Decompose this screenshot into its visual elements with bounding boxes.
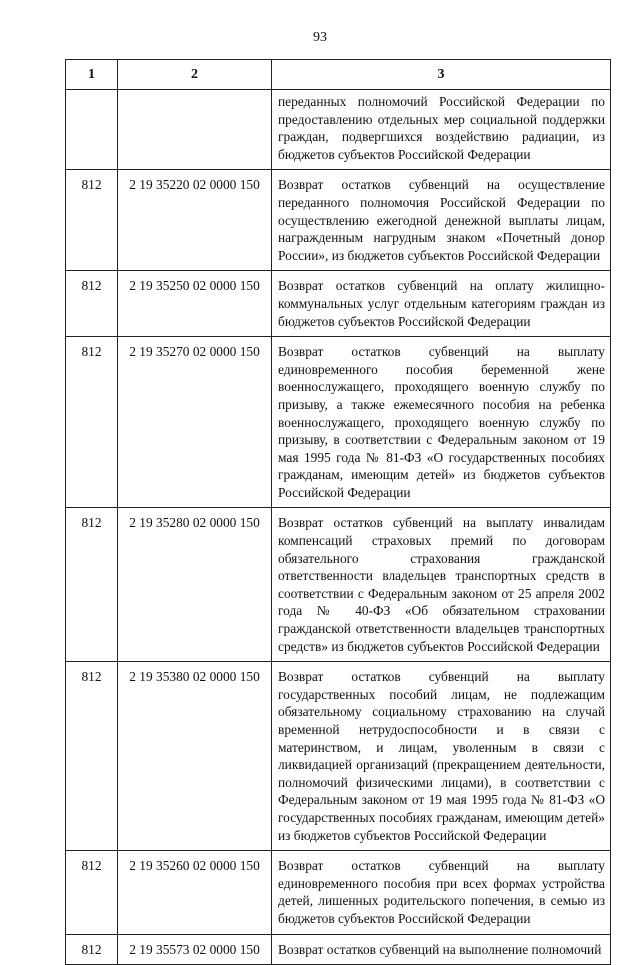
admin-code-cell [66, 90, 118, 170]
description-cell: Возврат остатков субвенций на выплату единовременного пособия беременной жене военнослужащего, проходящего военную службу по призыву, а также ежемесячного пособия на ребенка военнослужащего, проходящего военную службу по призыву, в соответствии с Федеральным законом от 19 мая 1995 года № 81-ФЗ «О государственных пособиях гражданам, имеющим детей» из бюджетов субъектов Российской Федерации [272, 337, 611, 508]
table-row [66, 662, 611, 851]
table-row [66, 170, 611, 271]
table-row [66, 90, 611, 170]
description-cell: переданных полномочий Российской Федерации по предоставлению отдельных мер социальной поддержки граждан, подвергшихся воздействию радиации, из бюджетов субъектов Российской Федерации [272, 90, 611, 170]
table-header-row [66, 60, 611, 90]
table-row [66, 271, 611, 337]
budget-code-cell: 2 19 35250 02 0000 150 [118, 271, 272, 337]
budget-code-cell: 2 19 35260 02 0000 150 [118, 851, 272, 934]
page-number: 93 [313, 30, 327, 45]
admin-code-cell: 812 [66, 662, 118, 851]
table-row [66, 508, 611, 662]
description-cell: Возврат остатков субвенций на выплату государственных пособий лицам, не подлежащим обязательному социальному страхованию на случай временной нетрудоспособности и в связи с материнством, и лицам, уволенным в связи с ликвидацией организаций (прекращением деятельности, полномочий физическими лицами), в соответствии с Федеральным законом от 19 мая 1995 года № 81-ФЗ «О государственных пособиях гражданам, имеющим детей» из бюджетов субъектов Российской Федерации [272, 662, 611, 851]
table-row [66, 934, 611, 965]
budget-code-cell: 2 19 35220 02 0000 150 [118, 170, 272, 271]
column-header-1: 1 [66, 60, 118, 90]
budget-code-cell: 2 19 35270 02 0000 150 [118, 337, 272, 508]
admin-code-cell: 812 [66, 851, 118, 934]
admin-code-cell: 812 [66, 934, 118, 965]
admin-code-cell: 812 [66, 170, 118, 271]
admin-code-cell: 812 [66, 337, 118, 508]
column-header-2: 2 [118, 60, 272, 90]
table-row [66, 851, 611, 934]
description-cell: Возврат остатков субвенций на выполнение полномочий [272, 934, 611, 965]
budget-codes-table [65, 59, 611, 965]
admin-code-cell: 812 [66, 271, 118, 337]
description-cell: Возврат остатков субвенций на осуществление переданного полномочия Российской Федерации по осуществлению ежегодной денежной выплаты лицам, награжденным нагрудным знаком «Почетный донор России», из бюджетов субъектов Российской Федерации [272, 170, 611, 271]
description-cell: Возврат остатков субвенций на оплату жилищно-коммунальных услуг отдельным категориям граждан из бюджетов субъектов Российской Федерации [272, 271, 611, 337]
budget-code-cell: 2 19 35280 02 0000 150 [118, 508, 272, 662]
budget-code-cell [118, 90, 272, 170]
column-header-3: 3 [272, 60, 611, 90]
description-cell: Возврат остатков субвенций на выплату единовременного пособия при всех формах устройства детей, лишенных родительского попечения, в семью из бюджетов субъектов Российской Федерации [272, 851, 611, 934]
description-cell: Возврат остатков субвенций на выплату инвалидам компенсаций страховых премий по договорам обязательного страхования гражданской ответственности владельцев транспортных средств в соответствии с Федеральным законом от 25 апреля 2002 года № 40-ФЗ «Об обязательном страховании гражданской ответственности владельцев транспортных средств» из бюджетов субъектов Российской Федерации [272, 508, 611, 662]
admin-code-cell: 812 [66, 508, 118, 662]
budget-code-cell: 2 19 35380 02 0000 150 [118, 662, 272, 851]
table-row [66, 337, 611, 508]
budget-code-cell: 2 19 35573 02 0000 150 [118, 934, 272, 965]
